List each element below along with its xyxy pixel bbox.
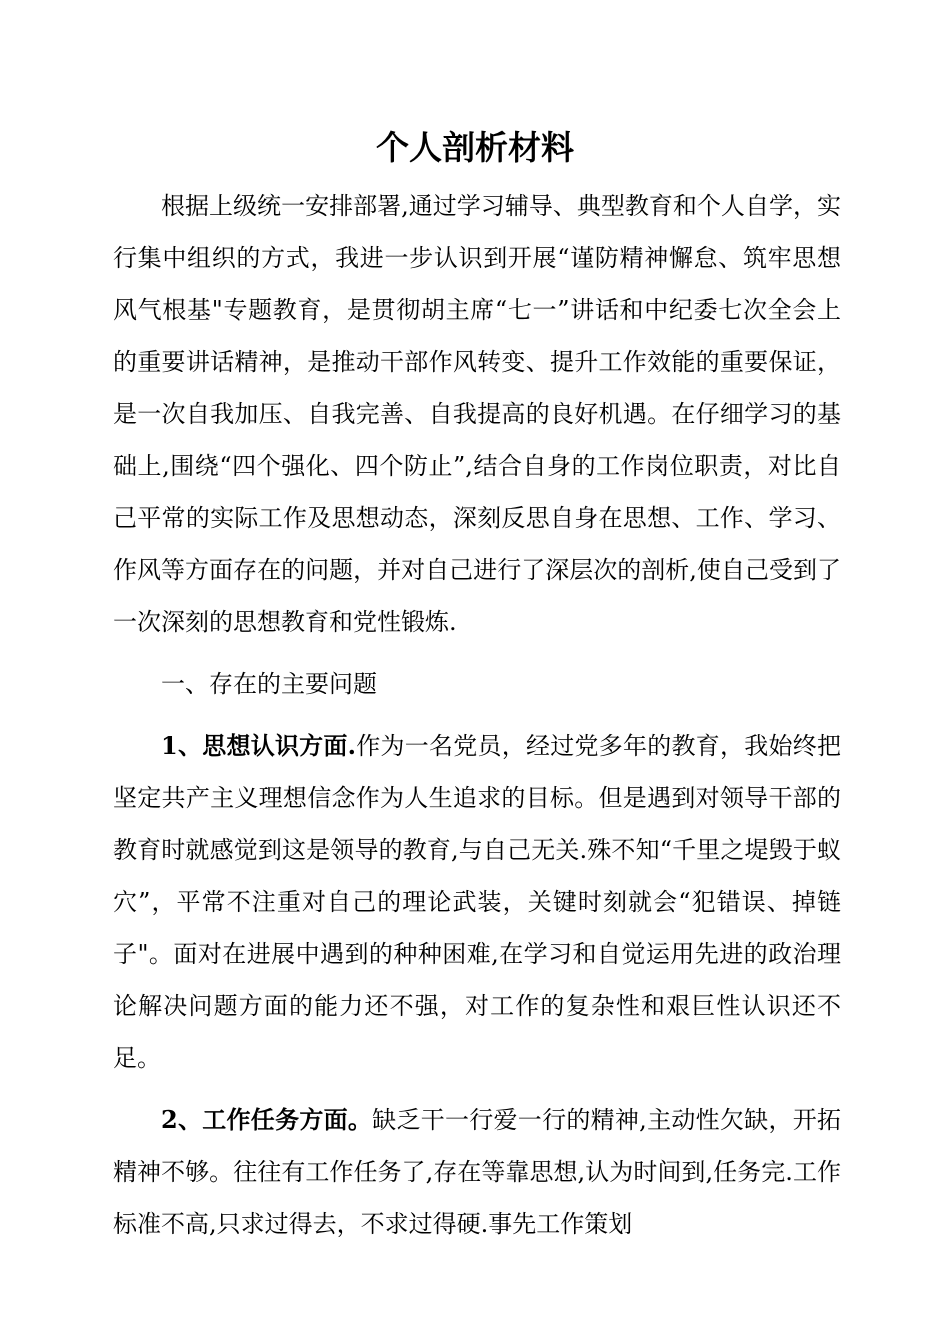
section-heading-main-problems: 一、存在的主要问题 bbox=[161, 670, 377, 698]
document-body bbox=[113, 180, 841, 1250]
item-paragraph-ideological bbox=[113, 720, 841, 1084]
item-paragraph-work-tasks bbox=[113, 1094, 841, 1250]
intro-paragraph: 根据上级统一安排部署,通过学习辅导、典型教育和个人自学，实行集中组织的方式，我进一步认识到开展“谨防精神懈怠、筑牢思想风气根基"专题教育，是贯彻胡主席“七一”讲话和中纪委七次全会上的重要讲话精神，是推动干部作风转变、提升工作效能的重要保证，是一次自我加压、自我完善、自我提高的良好机遇。在仔细学习的基础上,围绕“四个强化、四个防止”,结合自身的工作岗位职责，对比自己平常的实际工作及思想动态，深刻反思自身在思想、工作、学习、作风等方面存在的问题，并对自己进行了深层次的剖析,使自己受到了一次深刻的思想教育和党性锻炼. bbox=[113, 192, 841, 636]
item-lead-work-tasks: 2、工作任务方面。 bbox=[161, 1105, 373, 1134]
document-title: 个人剖析材料 bbox=[376, 128, 574, 167]
item-lead-ideological: 1、思想认识方面. bbox=[161, 731, 357, 760]
item-text-ideological: 作为一名党员，经过党多年的教育，我始终把坚定共产主义理想信念作为人生追求的目标。但是遇到对领导干部的教育时就感觉到这是领导的教育,与自己无关.殊不知“千里之堤毁于蚁穴”，平常不注重对自己的理论武装，关键时刻就会“犯错误、掉链子"。面对在进展中遇到的种种困难,在学习和自觉运用先进的政治理论解决问题方面的能力还不强，对工作的复杂性和艰巨性认识还不足。 bbox=[113, 732, 842, 1072]
item-text-work-tasks: 缺乏干一行爱一行的精神,主动性欠缺，开拓精神不够。往往有工作任务了,存在等靠思想,认为时间到,任务完.工作标准不高,只求过得去，不求过得硬.事先工作策划 bbox=[113, 1106, 841, 1238]
